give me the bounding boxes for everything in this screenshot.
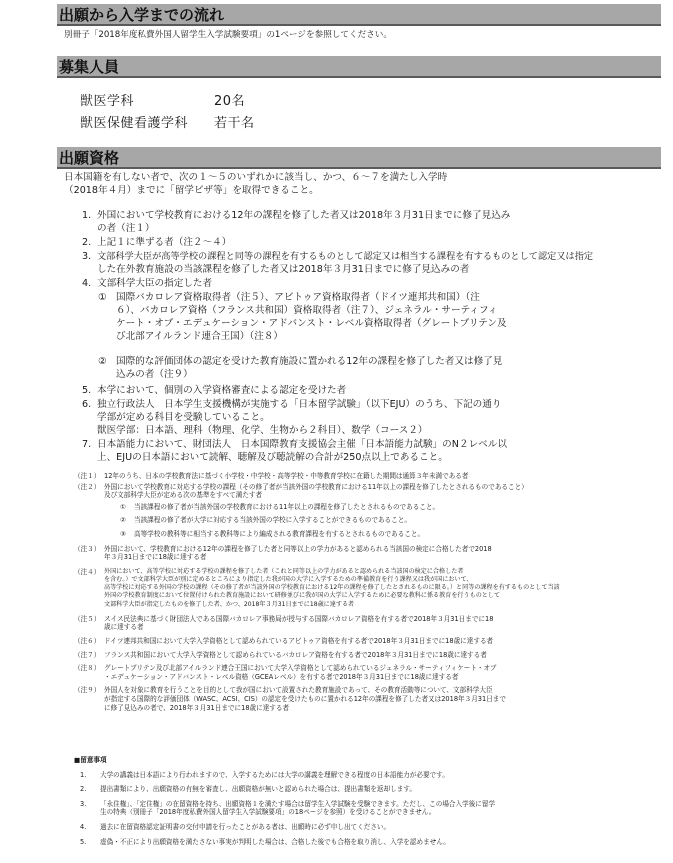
item-number: 6. [82,399,92,410]
eligibility-list [82,209,660,464]
sub-item-mark: ① [98,292,107,303]
remark-item [80,785,662,794]
note-line: 高等学校に対応する外国の学校の課程（その修了者が当該外国の学校教育における12年の課程を修了したとされるものに限る。）と同等の課程を有するものとして当該 [104,584,560,592]
note-line: 外国人を対象に教育を行うことを目的として我が国において設置された教育施設であって、その教育活動等について、文部科学大臣 [104,686,493,695]
sub-item-line: 国際的な評価団体の認定を受けた教育施設に置かれる12年の課程を修了した者又は修了見 [116,356,503,367]
sub-item [98,355,660,381]
note-label: （注４） [74,567,101,576]
note-item [74,664,662,681]
note-line: 外国において、学校教育における12年の課程を修了した者と同等以上の学力があると認められる当該国の検定に合格した者で2018 [104,544,492,553]
item-line: 独立行政法人 日本学生支援機構が実施する「日本留学試験」（以下EJU）のうち、下記の通り [97,399,502,410]
recruit-row [80,92,245,112]
note2-sub-item [120,516,662,525]
remark-line: 過去に在留資格認定証明書の交付申請を行ったことがある者は、出願時に必ず申し出てください。 [100,822,391,831]
remark-number: 2. [80,785,87,794]
note2-sub-text: 当該課程の修了者が大学に対応する当該外国の学校に入学することができるものであること。 [134,516,411,525]
remark-line: 提出書類により、出願資格の有無を審査し、出願資格が無いと認められた場合は、提出書類を返却します。 [100,785,416,794]
section-header-flow [57,4,661,26]
note-item [74,483,662,500]
item-number: 7. [82,439,92,450]
note-line: グレートブリテン及び北部アイルランド連合王国において大学入学資格として認められているジェネラル・サーティフィケート・オブ [104,664,497,673]
note-item [74,651,662,660]
note-line: が指定する国際的な評価団体（WASC、ACSI、CIS）の認定を受けたものに置かれる12年の課程を修了した者又は2018年３月31日まで [104,694,506,703]
note-line: 及び文部科学大臣が定める次の基準をすべて満たす者 [104,491,263,500]
note-line: 歳に達する者 [104,623,144,632]
note-item [74,545,662,562]
remark-number: 1. [80,770,87,779]
sub-item-line: 込みの者（注９） [116,369,193,380]
item-number: 3. [82,251,92,262]
list-item [82,277,660,290]
section-title: 出願資格 [59,149,120,167]
sub-item-line: ６）、バカロレア資格（フランス共和国）資格取得者（注７）、ジェネラル・サーティフィ [116,305,498,316]
note-label: （注６） [74,636,101,645]
recruit-count: 若干名 [214,116,255,131]
remark-line: 「永住権」、「定住権」の在留資格を持ち、出願資格１を満たす場合は留学生入学試験を受験できます。ただし、この場合入学後に留学 [100,799,496,808]
list-item [82,398,660,437]
remark-line: 虚偽・不正により出願資格を満たさない事実が判明した場合は、合格した後でも合格を取り消し、入学を認めません。 [100,837,450,846]
note2-sublist [120,503,662,539]
flow-text: 別冊子「2018年度私費外国人留学生入学試験要項」の1ページを参照してください。 [64,30,392,40]
item-number: 2. [82,237,92,248]
recruit-dept: 獣医学科 [80,94,135,109]
note-label: （注１） [74,472,101,480]
sub-item [98,291,660,343]
remark-number: 3. [80,799,87,808]
note-line: 12年のうち、日本の学校教育法に基づく小学校・中学校・高等学校・中等教育学校に在籍した期間は通算３年未満である者 [104,472,469,480]
item-line: 本学において、個別の入学資格審査による認定を受けた者 [97,385,347,396]
sub-item-line: び北部アイルランド連合王国）（注８） [116,331,284,342]
intro-line: （2018年４月）までに「留学ビザ等」を取得できること。 [64,185,319,196]
remark-line: 生の特典（別冊子「2018年度私費外国人留学生入学試験要項」の18ページを参照）を受けることができません。 [100,808,436,817]
list-item [82,236,660,249]
note-line: 文部科学大臣が指定したものを修了した者、かつ、2018年３月31日までに18歳に達する者 [104,600,355,608]
item-number: 5. [82,385,92,396]
recruit-row [80,114,255,134]
note-label: （注５） [74,614,101,623]
note-label: （注８） [74,664,101,673]
remarks-title: ■留意事項 [74,756,107,764]
note2-sub-item [120,503,662,512]
notes-list [74,472,662,712]
eligibility-intro [64,171,660,197]
item-line: 外国において学校教育における12年の課程を修了した者又は2018年３月31日までに修了見込み [97,210,511,221]
note-item [74,686,662,712]
section-title: 募集人員 [59,58,120,76]
remark-item [80,800,662,817]
remark-number: 4. [80,822,87,831]
item-line: 文部科学大臣が高等学校の課程と同等の課程を有するものとして認定又は相当する課程を有するものとして認定又は指定 [97,251,594,262]
item-line: 学部が定める科目を受験していること。 [97,412,270,423]
recruit-count: 20名 [214,94,246,109]
note-line: ・エデュケーション・アドバンスト・レベル資格（GCEAレベル）を有する者で2018年３月31日までに18歳に達する者 [104,672,459,681]
remark-line: 大学の講義は日本語により行われますので、入学するためには大学の講義を理解できる程度の日本語能力が必要です。 [100,770,449,779]
note2-sub-mark: ① [120,502,126,511]
item-line: 上記１に準ずる者（注２～４） [97,237,232,248]
note2-sub-mark: ③ [120,529,126,538]
note-item [74,615,662,632]
sub-item-line: ケート・オブ・エデュケーション・アドバンスト・レベル資格取得者（グレートブリテン及 [116,318,507,329]
note-label: （注７） [74,650,101,659]
item-line: 文部科学大臣の指定した者 [97,278,213,289]
note2-sub-mark: ② [120,516,126,525]
list-item [82,209,660,235]
item-line: 上、EJUの日本語において読解、聴解及び聴読解の合計が250点以上であること。 [97,452,448,463]
note-line: スイス民法典に基づく財団法人である国際バカロレア事務局が授与する国際バカロレア資格を有する者で2018年３月31日までに18 [104,614,494,623]
item-number: 4. [82,278,92,289]
section-header-eligibility [57,147,661,169]
item-number: 1. [82,210,92,221]
note-line: に修了見込みの者で、2018年３月31日までに18歳に達する者 [104,703,290,712]
remark-item [80,823,662,832]
list-item [82,384,660,397]
note-line: フランス共和国において大学入学資格として認められているバカロレア資格を有する者で2018年３月31日までに18歳に達する者 [104,650,487,659]
sub-item-mark: ② [98,356,107,367]
note2-sub-item [120,530,662,539]
note-line: 外国の学校教育制度において位置付けられた教育施設において研修並びに我が国の大学に入学するために必要な教科に係る教育を行うものとして [104,592,501,600]
note2-sub-text: 高等学校の教科等に相当する教科等により編成される教育課程を有するとされるものであること。 [134,529,425,538]
note-line: 外国において学校教育に対応する学校の課程（その修了者が当該外国の学校教育における11年以上の課程を修了したとされるものであること） [104,482,528,491]
section-header-recruit [57,56,661,78]
note-label: （注２） [74,482,101,491]
note-line: を含む。）で文部科学大臣が別に定めるところにより指定した我が国の大学に入学するための準備教育を行う課程又は我が国において、 [104,575,473,583]
remarks [74,756,662,846]
remark-number: 5. [80,837,87,846]
note-line: 年３月31日までに18歳に達する者 [104,553,207,562]
item-line: の者（注１） [97,223,155,234]
note-line: 外国において、高等学校に対応する学校の課程を修了した者（これと同等以上の学力があると認められる当該国の検定に合格した者 [104,567,464,575]
list-item [82,250,660,276]
note2-sub-text: 当該課程の修了者が当該外国の学校教育における11年以上の課程を修了したとされるものであること。 [134,502,440,511]
note-item [74,568,662,609]
note-label: （注３） [74,544,101,553]
remark-item [80,771,662,780]
list-item [82,438,660,464]
note-line: ドイツ連邦共和国において大学入学資格として認められているアビトゥア資格を有する者で2018年３月31日までに18歳に達する者 [104,636,494,645]
item-line: 日本語能力において、財団法人 日本国際教育支援協会主催「日本語能力試験」のN２レベル以 [97,439,507,450]
note-item [74,637,662,646]
item-line: 獣医学部：日本語、理科（物理、化学、生物から２科目）、数学（コース２） [97,425,428,436]
section-title: 出願から入学までの流れ [59,6,225,24]
sub-item-line: 国際バカロレア資格取得者（注５）、アビトゥア資格取得者（ドイツ連邦共和国）（注 [116,292,480,303]
intro-line: 日本国籍を有しない者で、次の１～５のいずれかに該当し、かつ、６～７を満たし入学時 [64,172,448,183]
remark-item [80,838,662,847]
note-item [74,472,662,481]
item-line: した在外教育施設の当該課程を修了した者又は2018年３月31日までに修了見込みの者 [97,264,470,275]
note-label: （注９） [74,686,101,695]
recruit-dept: 獣医保健看護学科 [80,116,189,131]
